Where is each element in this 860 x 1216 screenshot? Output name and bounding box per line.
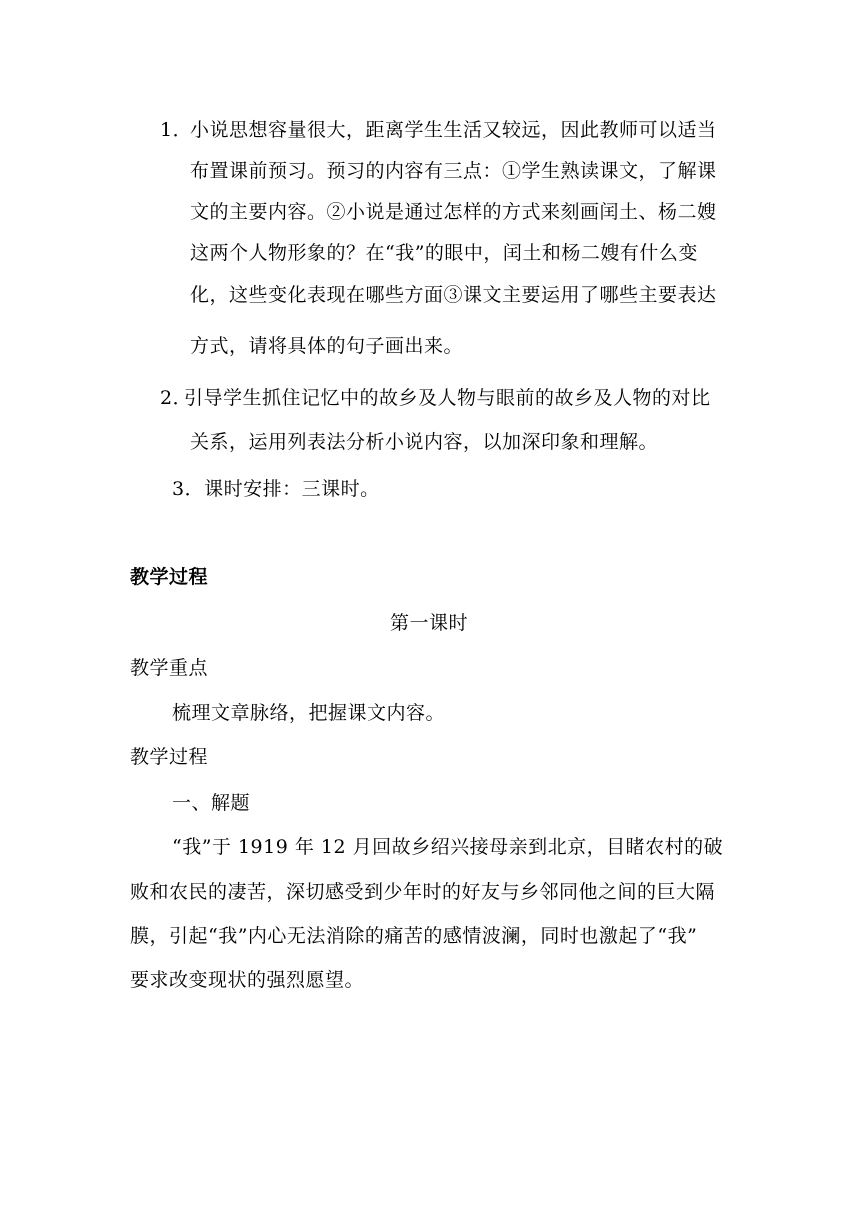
list-item-number-2: 2． <box>160 387 193 409</box>
list-item-2-line-1: 引导学生抓住记忆中的故乡及人物与眼前的故乡及人物的对比 <box>184 387 711 409</box>
list-item-number-1: 1． <box>160 119 193 141</box>
list-item-1-line-4: 这两个人物形象的？在“我”的眼中，闰土和杨二嫂有什么变 <box>190 242 698 264</box>
step1-heading: 一、解题 <box>172 792 251 814</box>
list-item-2-line-2: 关系，运用列表法分析小说内容，以加深印象和理解。 <box>190 431 659 453</box>
list-item-1-line-6: 方式，请将具体的句子画出来。 <box>190 335 464 357</box>
list-item-1-line-3: 文的主要内容。②小说是通过怎样的方式来刻画闰土、杨二嫂 <box>190 201 717 223</box>
paragraph-line-3: 膜，引起“我”内心无法消除的痛苦的感情波澜，同时也激起了“我” <box>130 925 698 947</box>
paragraph-line-4: 要求改变现状的强烈愿望。 <box>130 969 365 991</box>
paragraph-line-2: 败和农民的凄苦，深切感受到少年时的好友与乡邻同他之间的巨大隔 <box>130 881 716 903</box>
paragraph-line-1: “我”于 1919 年 12 月回故乡绍兴接母亲到北京，目睹农村的破 <box>172 836 724 858</box>
list-item-1-line-1: 小说思想容量很大，距离学生生活又较远，因此教师可以适当 <box>190 119 717 141</box>
list-item-1-line-2: 布置课前预习。预习的内容有三点：①学生熟读课文，了解课 <box>190 160 717 182</box>
section-heading: 教学过程 <box>130 566 209 588</box>
list-item-1-line-5: 化，这些变化表现在哪些方面③课文主要运用了哪些主要表达 <box>190 284 717 306</box>
lesson-title: 第一课时 <box>390 612 469 634</box>
focus-text: 梳理文章脉络，把握课文内容。 <box>172 702 446 724</box>
focus-heading: 教学重点 <box>130 657 209 679</box>
process-heading: 教学过程 <box>130 746 209 768</box>
list-item-3: 3．课时安排：三课时。 <box>172 478 380 500</box>
